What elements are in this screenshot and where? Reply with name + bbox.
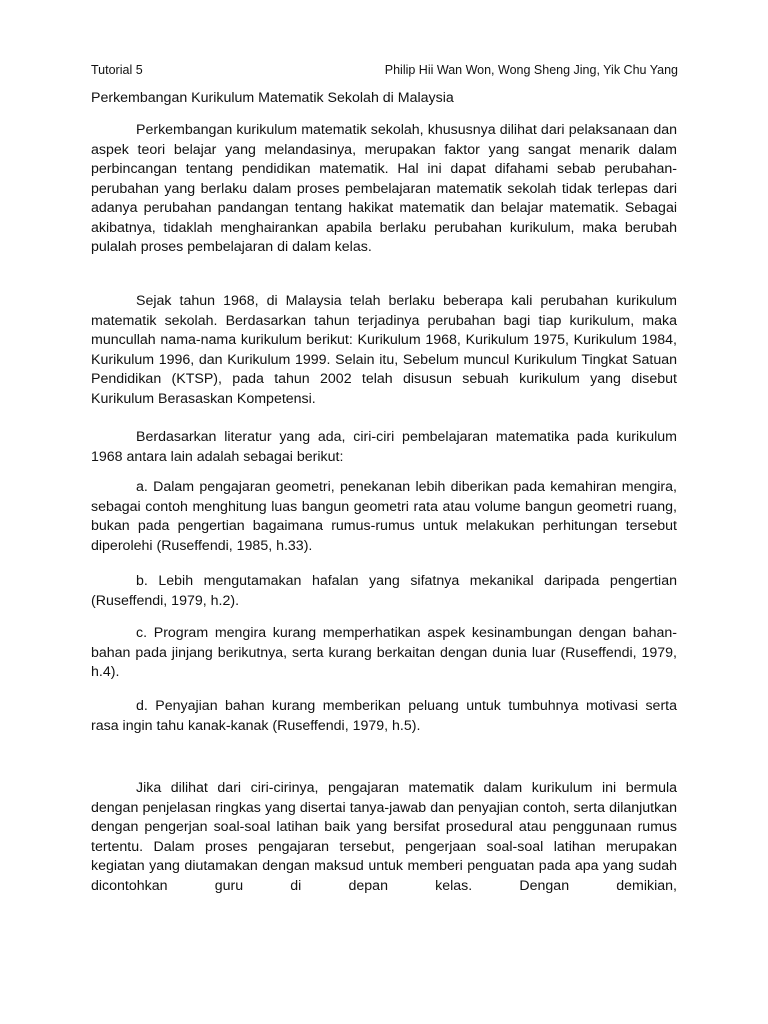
header-authors: Philip Hii Wan Won, Wong Sheng Jing, Yik Chu Yang xyxy=(384,63,678,77)
header-left-text: Tutorial 5 xyxy=(91,63,143,77)
list-item-b: b. Lebih mengutamakan hafalan yang sifatnya mekanikal daripada pengertian (Ruseffendi, 1979, h.2). xyxy=(91,573,677,609)
list-item-a: a. Dalam pengajaran geometri, penekanan lebih diberikan pada kemahiran mengira, sebagai contoh menghitung luas bangun geometri rata atau volume bangun geometri ruang, bukan pada pengertian bagaimana rumus-rumus untuk melakukan perhitungan tersebut diperolehi (Ruseffendi, 1985, h.33). xyxy=(91,479,677,554)
paragraph-2: Sejak tahun 1968, di Malaysia telah berlaku beberapa kali perubahan kurikulum matematik sekolah. Berdasarkan tahun terjadinya perubahan bagi tiap kurikulum, maka muncullah nama-nama kurikulum berikut: Kurikulum 1968, Kurikulum 1975, Kurikulum 1984, Kurikulum 1996, dan Kurikulum 1999. Selain itu, Sebelum muncul Kurikulum Tingkat Satuan Pendidikan (KTSP), pada tahun 2002 telah disusun sebuah kurikulum yang disebut Kurikulum Berasaskan Kompetensi. xyxy=(91,293,677,407)
list-item-d: d. Penyajian bahan kurang memberikan peluang untuk tumbuhnya motivasi serta rasa ingin tahu kanak-kanak (Ruseffendi, 1979, h.5). xyxy=(91,698,677,734)
document-title: Perkembangan Kurikulum Matematik Sekolah di Malaysia xyxy=(91,90,454,106)
list-item-c: c. Program mengira kurang memperhatikan aspek kesinambungan dengan bahan-bahan pada jinjang berikutnya, serta kurang berkaitan dengan dunia luar (Ruseffendi, 1979, h.4). xyxy=(91,625,677,680)
page-header xyxy=(91,63,678,81)
paragraph-3: Berdasarkan literatur yang ada, ciri-ciri pembelajaran matematika pada kurikulum 1968 antara lain adalah sebagai berikut: xyxy=(91,429,677,465)
paragraph-4: Jika dilihat dari ciri-cirinya, pengajaran matematik dalam kurikulum ini bermula dengan penjelasan ringkas yang disertai tanya-jawab dan penyajian contoh, serta dilanjutkan dengan pengerjan soal-soal latihan baik yang bersifat prosedural atau penggunaan rumus tertentu. Dalam proses pengajaran tersebut, pengerjaan soal-soal latihan merupakan kegiatan yang diutamakan dengan maksud untuk memberi penguatan pada apa yang sudah dicontohkan guru di depan kelas. Dengan demikian, xyxy=(91,780,677,894)
paragraph-1: Perkembangan kurikulum matematik sekolah, khususnya dilihat dari pelaksanaan dan aspek teori belajar yang melandasinya, merupakan faktor yang sangat menarik dalam perbincangan tentang pendidikan matematik. Hal ini dapat difahami sebab perubahan-perubahan yang berlaku dalam proses pembelajaran matematik sekolah tidak terlepas dari adanya perubahan pandangan tentang hakikat matematik dan belajar matematik. Sebagai akibatnya, tidaklah menghairankan apabila berlaku perubahan kurikulum, maka berubah pulalah proses pembelajaran di dalam kelas. xyxy=(91,122,677,255)
